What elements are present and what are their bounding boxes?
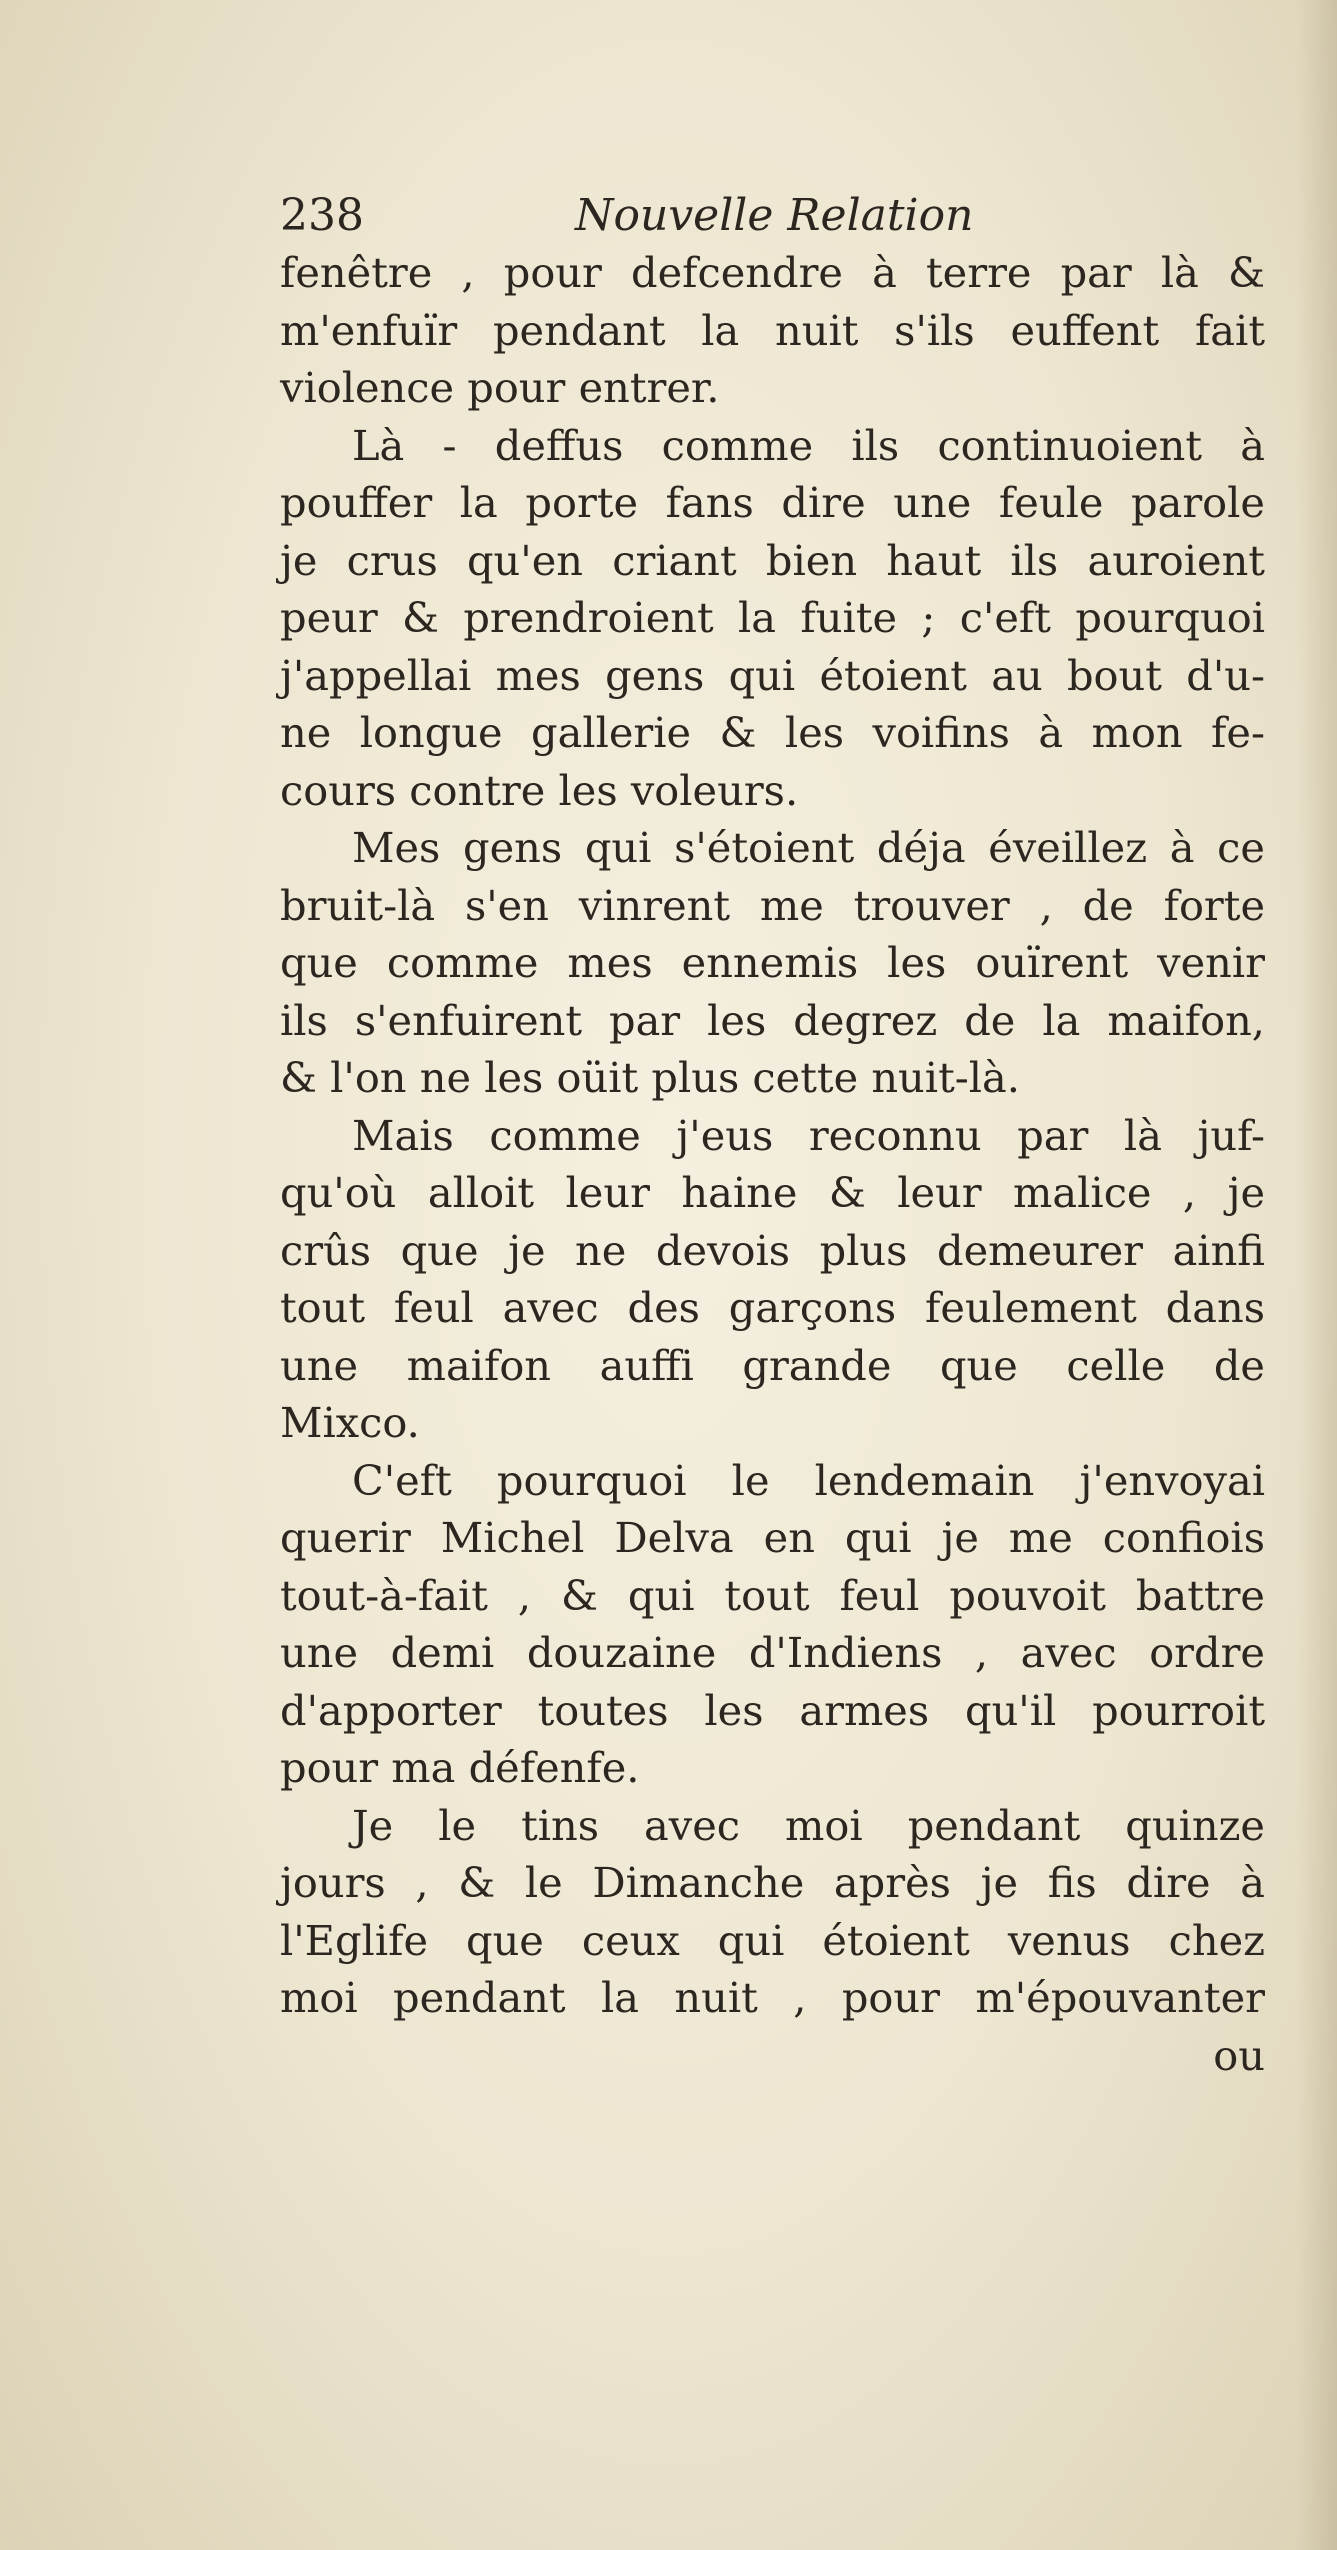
text-line: Mixco.	[280, 1398, 420, 1447]
page-number: 238	[280, 190, 364, 241]
text-line: & l'on ne les oüit plus cette nuit-là.	[280, 1053, 1020, 1102]
page-edge-shadow	[1297, 0, 1337, 2550]
text-line: une maifon auffi grande que celle de	[280, 1340, 1265, 1390]
text-line: bruit-là s'en vinrent me trouver , de forte	[280, 880, 1265, 930]
text-line: cours contre les voleurs.	[280, 765, 799, 815]
running-head	[280, 188, 1265, 244]
text-line: Je le tins avec moi pendant quinze	[352, 1800, 1265, 1850]
text-line: je crus qu'en criant bien haut ils auroient	[280, 535, 1265, 585]
text-line: d'apporter toutes les armes qu'il pourroit	[280, 1685, 1265, 1735]
text-block	[280, 188, 1265, 2084]
text-line: pouffer la porte fans dire une feule parole	[280, 478, 1265, 527]
text-line: tout feul avec des garçons feulement dans	[280, 1283, 1265, 1332]
text-line: peur & prendroient la fuite ; c'eft pourquoi	[280, 593, 1265, 642]
text-line: j'appellai mes gens qui étoient au bout d'u-	[280, 650, 1265, 700]
text-line: jours , & le Dimanche après je fis dire à	[280, 1858, 1265, 1907]
text-line: ne longue gallerie & les voifins à mon fe-	[280, 708, 1265, 757]
text-line: Mes gens qui s'étoient déja éveillez à ce	[352, 823, 1265, 872]
text-line: l'Eglife que ceux qui étoient venus chez	[280, 1915, 1265, 1965]
text-line: une demi douzaine d'Indiens , avec ordre	[280, 1628, 1265, 1677]
text-line: querir Michel Delva en qui je me confiois	[280, 1513, 1265, 1562]
text-line: m'enfuïr pendant la nuit s'ils euffent fait	[280, 305, 1265, 355]
body-text	[280, 244, 1265, 2084]
catchword: ou	[1213, 2030, 1265, 2080]
text-line: Là - deffus comme ils continuoient à	[352, 420, 1265, 470]
text-line: moi pendant la nuit , pour m'épouvanter	[280, 1973, 1265, 2022]
text-line: violence pour entrer.	[280, 363, 720, 412]
text-line: tout-à-fait , & qui tout feul pouvoit battre	[280, 1570, 1265, 1620]
running-title: Nouvelle Relation	[575, 190, 974, 241]
text-line: que comme mes ennemis les ouïrent venir	[280, 938, 1265, 987]
text-line: C'eft pourquoi le lendemain j'envoyai	[352, 1455, 1265, 1505]
text-line: crûs que je ne devois plus demeurer ainfi	[280, 1225, 1265, 1275]
text-line: fenêtre , pour defcendre à terre par là &	[280, 248, 1265, 297]
text-line: ils s'enfuirent par les degrez de la maifon,	[280, 995, 1265, 1045]
text-line: Mais comme j'eus reconnu par là juf-	[352, 1110, 1265, 1160]
text-line: qu'où alloit leur haine & leur malice , je	[280, 1168, 1265, 1217]
text-line: pour ma défenfe.	[280, 1743, 640, 1792]
